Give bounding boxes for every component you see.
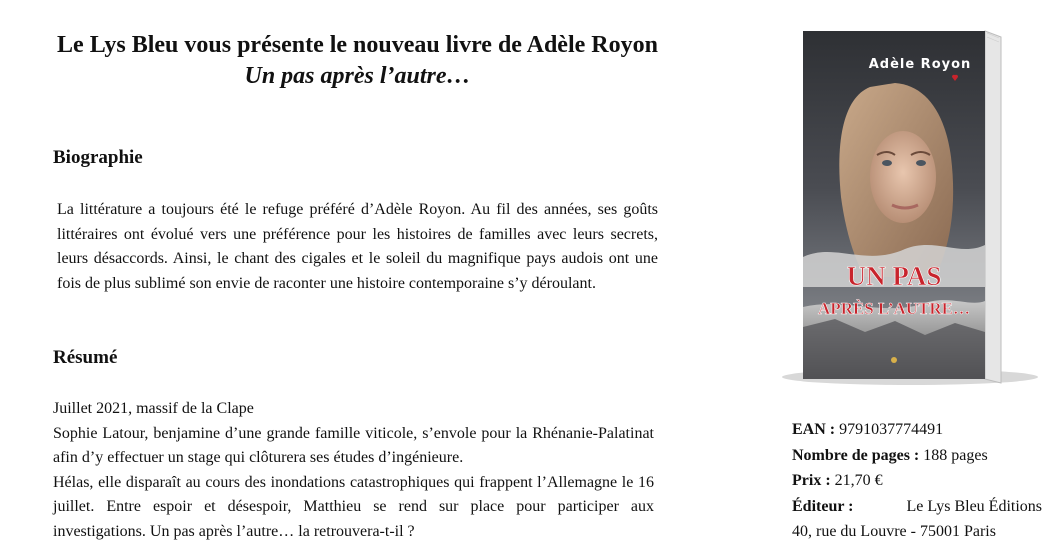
price-label: Prix : [792,472,831,489]
summary-heading: Résumé [53,347,118,368]
pages-value: 188 pages [923,446,988,464]
page-title: Le Lys Bleu vous présente le nouveau livre de Adèle Royon [57,32,658,58]
publisher-row [792,494,1042,520]
biography-text: La littérature a toujours été le refuge préféré d’Adèle Royon. Au fil des années, ses goûts littéraires ont évolué vers une préférence pour les histoires de familles avec leurs secrets, leurs désaccords. Ainsi, le chant des cigales et le soleil du magnifique pays audois ont une fois de plus sublimé son envie de raconter une histoire contemporaine s’y déroulant. [57,201,658,292]
book-title: Un pas après l’autre… [244,63,471,89]
cover-title-line2: APRÈS L’AUTRE… [818,299,970,318]
publisher-label: Éditeur : [792,497,854,515]
ean-label: EAN : [792,421,836,438]
summary-text-block [53,397,654,544]
ean-value: 9791037774491 [839,421,944,438]
book-cover-image [775,27,1040,392]
book-details [792,417,1042,545]
summary-paragraph: Sophie Latour, benjamine d’une grande famille viticole, s’envole pour la Rhénanie-Palatinat afin d’y effectuer un stage qui clôturera ses études d’ingénieure. [53,424,654,466]
price-value: 21,70 € [834,472,883,489]
pages-row [792,443,1042,469]
summary-paragraph: Hélas, elle disparaît au cours des inondations catastrophiques qui frappent l’Allemagne le 16 juillet. Entre espoir et désespoir, Matthieu se rend sur place pour participer aux investigations. Un pas après l’autre… la retrouvera-t-il ? [53,473,654,540]
summary-paragraph: Juillet 2021, massif de la Clape [53,400,254,417]
price-row [792,468,1042,494]
publisher-logo-icon [891,357,897,363]
pages-label: Nombre de pages : [792,446,920,464]
publisher-address: 40, rue du Louvre - 75001 Paris [792,523,996,540]
page-header [0,30,715,92]
biography-heading: Biographie [53,147,143,168]
ean-row [792,417,1042,443]
cover-title-line1: UN PAS [846,261,942,291]
biography-text-block [57,198,658,296]
cover-author: Adèle Royon [868,57,972,72]
publisher-value: Le Lys Bleu Éditions [906,497,1042,515]
